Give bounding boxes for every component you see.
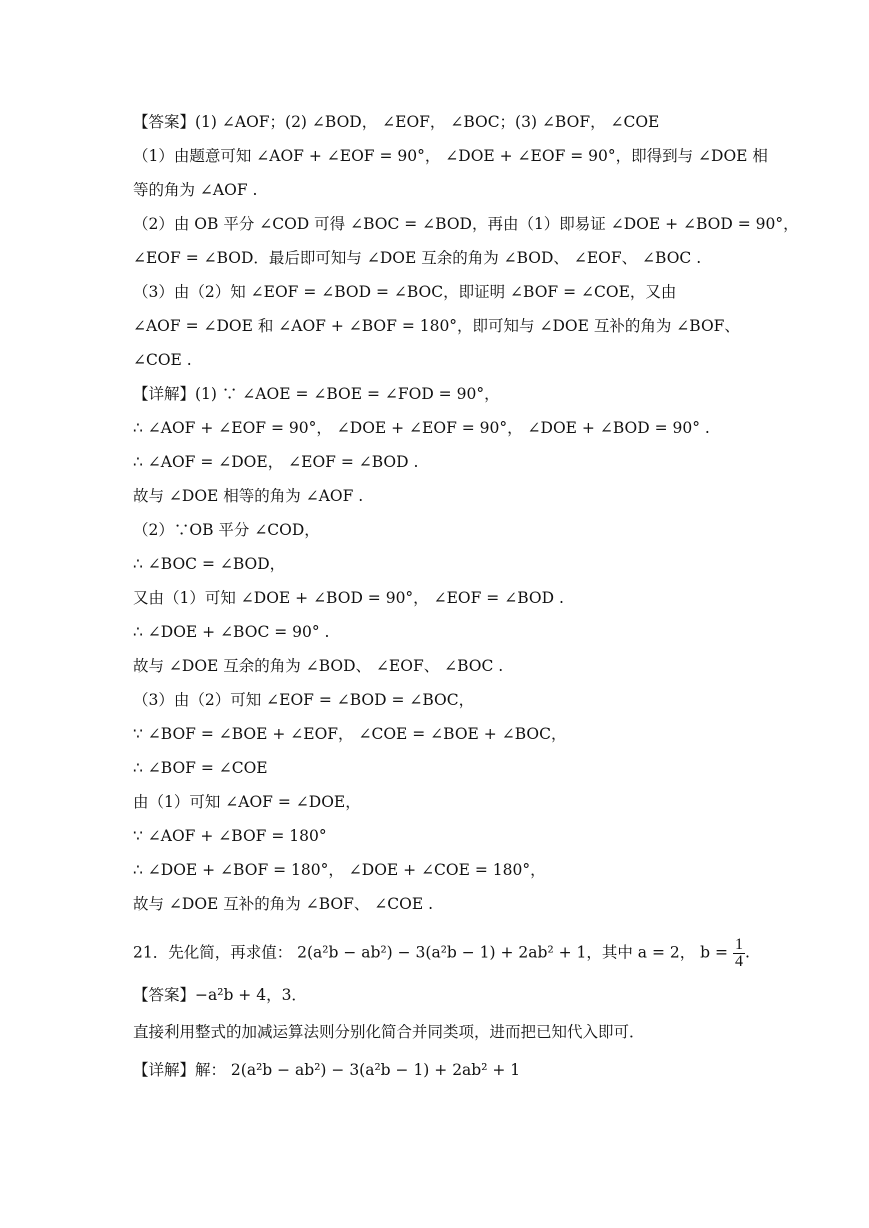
text-line: ∴ ∠AOF + ∠EOF = 90°， ∠DOE + ∠EOF = 90°， ∠DOE + ∠BOD = 90° . [133,419,710,437]
text-line: ∴ ∠DOE + ∠BOF = 180°， ∠DOE + ∠COE = 180°， [133,861,546,879]
text-line: 等的角为 ∠AOF . [133,181,258,199]
text-line: ∴ ∠AOF = ∠DOE， ∠EOF = ∠BOD . [133,453,419,471]
text-line: 故与 ∠DOE 互余的角为 ∠BOD、 ∠EOF、 ∠BOC . [133,657,504,675]
fraction-numerator: 1 [734,936,743,953]
text-line: 故与 ∠DOE 互补的角为 ∠BOF、 ∠COE . [133,895,433,913]
question-21 [133,937,749,970]
answer-21: 【答案】−a²b + 4，3． [133,986,307,1004]
text-line: （2）由 OB 平分 ∠COD 可得 ∠BOC = ∠BOD，再由（1）即易证 ∠DOE + ∠BOD = 90°， [133,215,799,233]
text-line: ∠AOF = ∠DOE 和 ∠AOF + ∠BOF = 180°，即可知与 ∠DOE 互补的角为 ∠BOF、 [133,317,740,335]
text-line: ∴ ∠BOF = ∠COE [133,759,268,777]
text-line: （1）由题意可知 ∠AOF + ∠EOF = 90°， ∠DOE + ∠EOF = 90°，即得到与 ∠DOE 相 [133,147,768,165]
text-line: （3）由（2）可知 ∠EOF = ∠BOD = ∠BOC， [133,691,475,709]
text-line: 又由（1）可知 ∠DOE + ∠BOD = 90°， ∠EOF = ∠BOD . [133,589,564,607]
fraction-one-quarter [733,937,745,970]
text-line: ∠EOF = ∠BOD．最后即可知与 ∠DOE 互余的角为 ∠BOD、 ∠EOF、 ∠BOC . [133,249,702,267]
text-line: ∠COE . [133,351,192,369]
text-line: ∴ ∠DOE + ∠BOC = 90° . [133,623,330,641]
question-21-text: 21．先化简，再求值： 2(a²b − ab²) − 3(a²b − 1) + 2ab² + 1，其中 a = 2， b = [133,943,733,962]
question-21-suffix: . [744,943,750,962]
text-line: 【详解】(1) ∵ ∠AOE = ∠BOE = ∠FOD = 90°， [133,385,500,403]
text-line: （2）∵OB 平分 ∠COD， [133,521,320,539]
text-line: 故与 ∠DOE 相等的角为 ∠AOF . [133,487,364,505]
text-line: ∵ ∠AOF + ∠BOF = 180° [133,827,327,845]
text-line: ∵ ∠BOF = ∠BOE + ∠EOF， ∠COE = ∠BOE + ∠BOC， [133,725,567,743]
text-line: ∴ ∠BOC = ∠BOD， [133,555,286,573]
method-21: 直接利用整式的加减运算法则分别化简合并同类项，进而把已知代入即可． [133,1023,645,1041]
fraction-denominator: 4 [734,953,743,970]
text-line: 【答案】(1) ∠AOF；(2) ∠BOD， ∠EOF， ∠BOC；(3) ∠BOF， ∠COE [133,113,660,131]
detail-21: 【详解】解： 2(a²b − ab²) − 3(a²b − 1) + 2ab² + 1 [133,1061,521,1079]
text-line: （3）由（2）知 ∠EOF = ∠BOD = ∠BOC，即证明 ∠BOF = ∠COE，又由 [133,283,677,301]
text-line: 由（1）可知 ∠AOF = ∠DOE， [133,793,361,811]
